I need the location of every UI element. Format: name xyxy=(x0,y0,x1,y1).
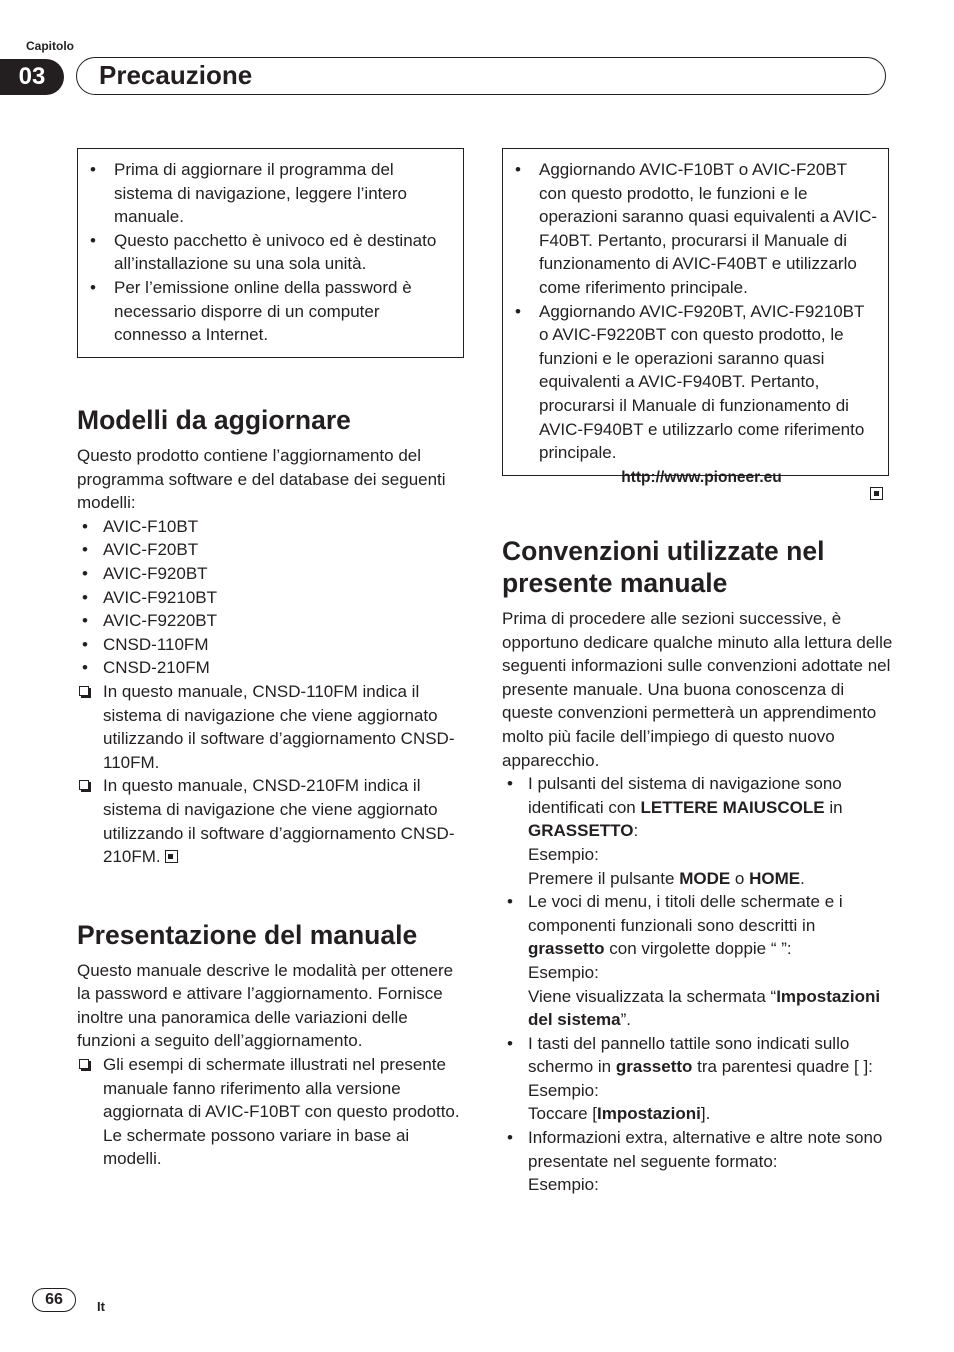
end-of-section-icon xyxy=(165,850,178,863)
section-heading-convenzioni: Convenzioni utilizzate nel presente manuale xyxy=(502,536,825,598)
list-item: • Per l’emissione online della password è necessario disporre di un computer connesso a Internet. xyxy=(78,276,453,347)
modelli-intro: Questo prodotto contiene l’aggiornamento del programma software e del database dei seguenti modelli: xyxy=(77,446,446,513)
list-item: • AVIC-F920BT xyxy=(77,562,469,586)
list-item: • Le voci di menu, i titoli delle schermate e i componenti funzionali sono descritti in grassetto con virgolette doppie “ ”: Esempio: Viene visualizzata la schermata “Impostazioni del sistema”. xyxy=(502,890,894,1032)
note-text: In questo manuale, CNSD-210FM indica il sistema di navigazione che viene aggiornato utilizzando il software d’aggiornamento CNSD-210FM. xyxy=(103,776,455,867)
list-item: • AVIC-F20BT xyxy=(77,538,469,562)
section-heading-modelli: Modelli da aggiornare xyxy=(77,405,351,435)
list-item: • CNSD-210FM xyxy=(77,656,469,680)
left-column xyxy=(77,404,469,1171)
pioneer-url-link[interactable]: http://www.pioneer.eu xyxy=(621,468,782,486)
example-label: Esempio: xyxy=(528,962,599,982)
list-item: • AVIC-F9220BT xyxy=(77,609,469,633)
convenzioni-intro: Prima di procedere alle sezioni successive, è opportuno dedicare qualche minuto alla lettura delle seguenti informazioni sulle convenzioni adottate nel presente manuale. Una buona conoscenza di queste convenzioni permetterà un apprendimento molto più facile dell’impiego di questo nuovo apparecchio. xyxy=(502,609,893,770)
note-text: In questo manuale, CNSD-110FM indica il sistema di navigazione che viene aggiornato utilizzando il software d’aggiornamento CNSD-110FM. xyxy=(103,681,455,772)
model-list xyxy=(77,515,469,680)
list-item: • Informazioni extra, alternative e altre note sono presentate nel seguente formato: Esempio: xyxy=(502,1126,894,1197)
chapter-number: 03 xyxy=(0,59,64,95)
list-item: • AVIC-F10BT xyxy=(77,515,469,539)
list-item: • AVIC-F9210BT xyxy=(77,586,469,610)
list-item: • I pulsanti del sistema di navigazione sono identificati con LETTERE MAIUSCOLE in GRASSETTO: Esempio: Premere il pulsante MODE o HOME. xyxy=(502,772,894,890)
caution-box-left xyxy=(77,148,464,358)
list-item: • Prima di aggiornare il programma del sistema di navigazione, leggere l’intero manuale. xyxy=(78,158,453,229)
example-label: Esempio: xyxy=(528,1080,599,1100)
note-item xyxy=(77,774,469,868)
chapter-title-bar xyxy=(76,57,886,95)
note-item: Gli esempi di schermate illustrati nel presente manuale fanno riferimento alla versione aggiornata di AVIC-F10BT con questo prodotto. Le schermate possono variare in base ai modelli. xyxy=(77,1053,469,1171)
list-item: • Aggiornando AVIC-F10BT o AVIC-F20BT con questo prodotto, le funzioni e le operazioni saranno quasi equivalenti a AVIC-F40BT. Pertanto, procurarsi il Manuale di funzionamento di AVIC-F40BT e utilizzarlo come riferimento principale. xyxy=(503,158,878,300)
note-item xyxy=(77,680,469,774)
caution-box-right xyxy=(502,148,889,486)
chapter-title: Precauzione xyxy=(99,60,253,90)
list-item: • I tasti del pannello tattile sono indicati sullo schermo in grassetto tra parentesi quadre [ ]: Esempio: Toccare [Impostazioni]. xyxy=(502,1032,894,1126)
list-item: • Aggiornando AVIC-F920BT, AVIC-F9210BT o AVIC-F9220BT con questo prodotto, le funzioni e le operazioni saranno quasi equivalenti a AVIC-F940BT. Pertanto, procurarsi il Manuale di funzionamento di AVIC-F940BT e utilizzarlo come riferimento principale. xyxy=(503,300,878,465)
language-code: It xyxy=(97,1299,105,1314)
list-item: • Questo pacchetto è univoco ed è destinato all’installazione su una sola unità. xyxy=(78,229,453,276)
right-column xyxy=(502,535,894,1197)
example-label: Esempio: xyxy=(528,1175,599,1195)
end-of-section-icon xyxy=(870,486,883,504)
presentazione-intro: Questo manuale descrive le modalità per ottenere la password e attivare l’aggiornamento. Fornisce inoltre una panoramica delle variazioni delle funzioni a seguito dell’aggiornamento. xyxy=(77,960,454,1051)
list-item: • CNSD-110FM xyxy=(77,633,469,657)
section-heading-presentazione: Presentazione del manuale xyxy=(77,919,418,950)
chapter-label: Capitolo xyxy=(26,39,74,53)
page-number: 66 xyxy=(32,1288,76,1312)
example-label: Esempio: xyxy=(528,844,599,864)
